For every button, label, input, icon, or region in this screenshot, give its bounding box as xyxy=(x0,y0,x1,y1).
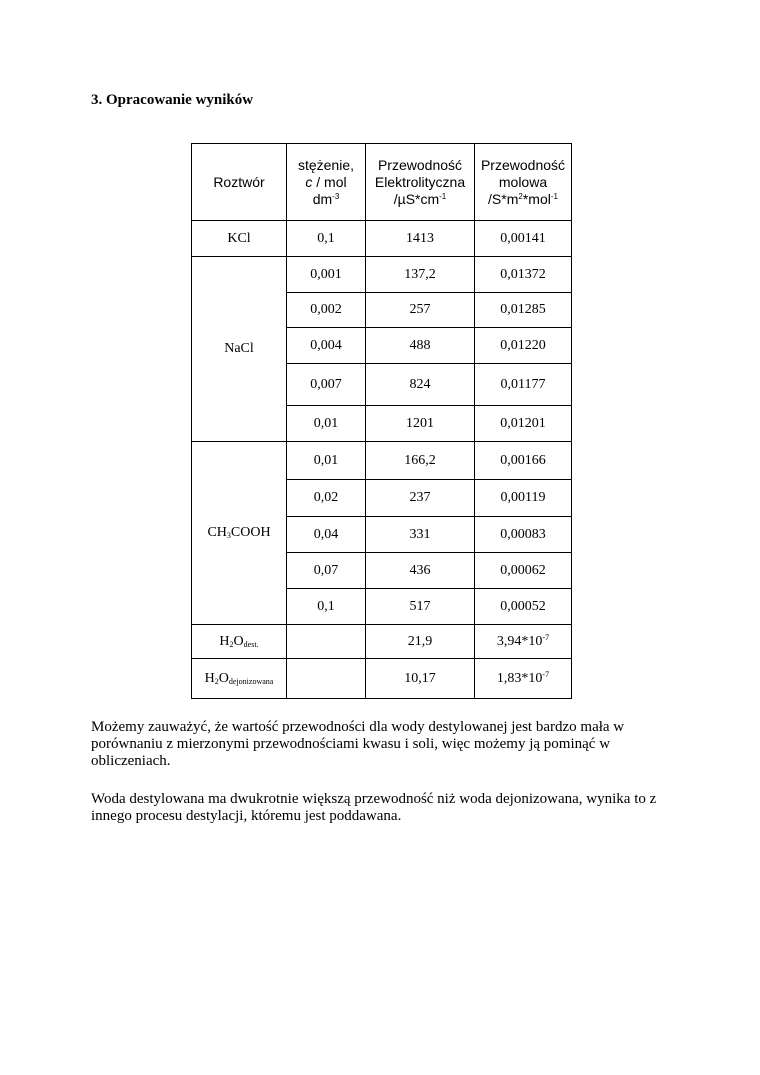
header-electrolytic-conductivity: Przewodność Elektrolityczna $/\mu S*cm^{-1}$ xyxy=(366,144,475,221)
table-row xyxy=(192,442,572,480)
molar-conductivity-cell: 0,00062 xyxy=(475,553,572,589)
paragraph-line: Woda destylowana ma dwukrotnie większą przewodność niż woda dejonizowana, wynika to z xyxy=(91,791,657,807)
molar-conductivity-cell: $3,94*10^{-7}$ xyxy=(475,625,572,659)
molar-conductivity-cell: 0,01285 xyxy=(475,293,572,328)
conductivity-cell: 1201 xyxy=(366,406,475,442)
solution-name: KCl xyxy=(192,221,287,257)
conductivity-cell: 21,9 xyxy=(366,625,475,659)
concentration-cell: 0,1 xyxy=(287,589,366,625)
paragraph-line: innego procesu destylacji, któremu jest poddawana. xyxy=(91,808,402,824)
table-row xyxy=(192,257,572,293)
molar-conductivity-cell: 0,00141 xyxy=(475,221,572,257)
conductivity-cell: 517 xyxy=(366,589,475,625)
concentration-cell: 0,002 xyxy=(287,293,366,328)
concentration-cell: 0,01 xyxy=(287,406,366,442)
header-solution: Roztwór xyxy=(192,144,287,221)
concentration-cell: 0,01 xyxy=(287,442,366,480)
header-molar-conductivity: Przewodność molowa $/S*m^2*mol^{-1}$ xyxy=(475,144,572,221)
header-row xyxy=(192,144,572,221)
concentration-cell: 0,07 xyxy=(287,553,366,589)
conductivity-cell: 166,2 xyxy=(366,442,475,480)
table-row-kcl xyxy=(192,221,572,257)
conductivity-cell: 824 xyxy=(366,364,475,406)
molar-conductivity-cell: 0,00083 xyxy=(475,517,572,553)
molar-conductivity-cell: 0,00052 xyxy=(475,589,572,625)
paragraph-conclusion-2 xyxy=(91,791,671,825)
paragraph-conclusion-1 xyxy=(91,719,671,770)
paragraph-line: Możemy zauważyć, że wartość przewodności dla wody destylowanej jest bardzo mała w xyxy=(91,719,625,735)
solution-name: NaCl xyxy=(192,257,287,442)
conductivity-cell: 137,2 xyxy=(366,257,475,293)
conductivity-cell: 10,17 xyxy=(366,659,475,699)
concentration-cell: 0,007 xyxy=(287,364,366,406)
table-row-distilled-water xyxy=(192,625,572,659)
conductivity-cell: 436 xyxy=(366,553,475,589)
conductivity-cell: 257 xyxy=(366,293,475,328)
concentration-cell xyxy=(287,625,366,659)
molar-conductivity-cell: 0,01201 xyxy=(475,406,572,442)
molar-conductivity-cell: 0,00166 xyxy=(475,442,572,480)
concentration-cell: 0,04 xyxy=(287,517,366,553)
header-concentration: stężenie, c / mol $dm^{-3}$ xyxy=(287,144,366,221)
paragraph-line: porównaniu z mierzonymi przewodnościami kwasu i soli, więc możemy ją pominąć w xyxy=(91,736,611,752)
concentration-cell xyxy=(287,659,366,699)
solution-name: $H_2O_{dest.}$ xyxy=(192,625,287,659)
section-heading: 3. Opracowanie wyników xyxy=(91,92,254,108)
solution-name: $CH_3COOH$ xyxy=(192,442,287,625)
molar-conductivity-cell: $1,83*10^{-7}$ xyxy=(475,659,572,699)
concentration-cell: 0,02 xyxy=(287,480,366,517)
conductivity-cell: 237 xyxy=(366,480,475,517)
conductivity-cell: 488 xyxy=(366,328,475,364)
conductivity-cell: 331 xyxy=(366,517,475,553)
solution-name: $H_2O_{dejonizowana}$ xyxy=(192,659,287,699)
concentration-cell: 0,004 xyxy=(287,328,366,364)
conductivity-cell: 1413 xyxy=(366,221,475,257)
table-row-deionized-water xyxy=(192,659,572,699)
molar-conductivity-cell: 0,01372 xyxy=(475,257,572,293)
results-table xyxy=(191,143,572,699)
molar-conductivity-cell: 0,01220 xyxy=(475,328,572,364)
molar-conductivity-cell: 0,01177 xyxy=(475,364,572,406)
concentration-cell: 0,001 xyxy=(287,257,366,293)
molar-conductivity-cell: 0,00119 xyxy=(475,480,572,517)
paragraph-line: obliczeniach. xyxy=(91,753,171,769)
concentration-cell: 0,1 xyxy=(287,221,366,257)
